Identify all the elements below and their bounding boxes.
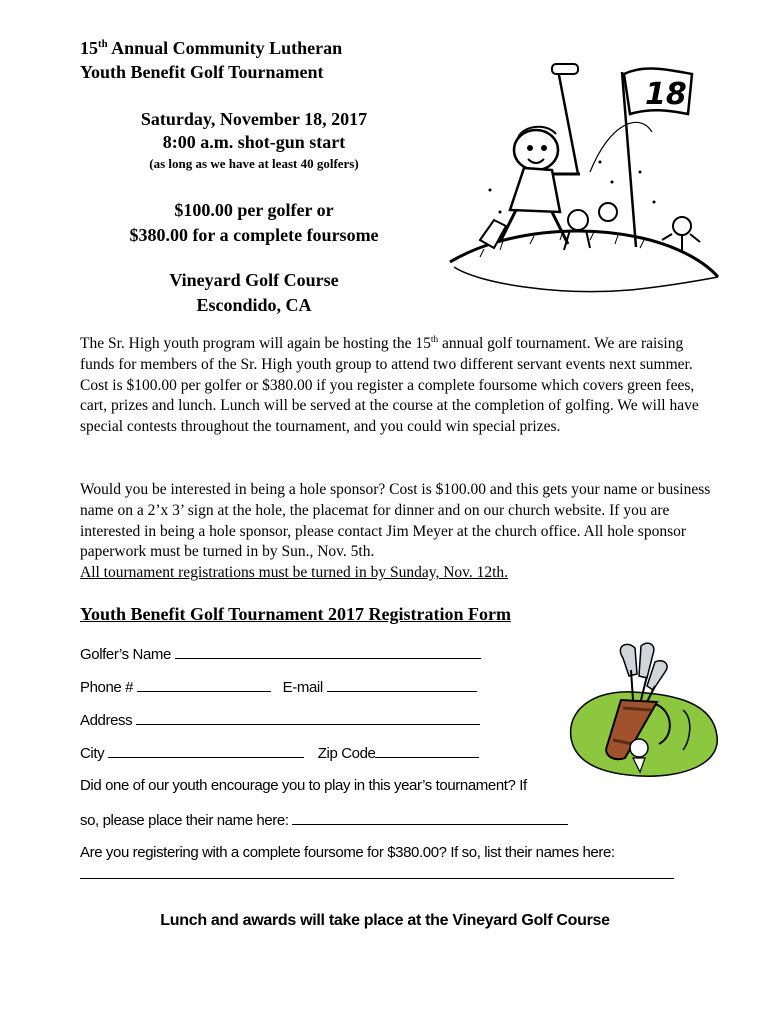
phone-label: Phone # (80, 679, 134, 696)
youth-question-line-2: so, please place their name here: (80, 812, 289, 829)
phone-email-row (80, 678, 477, 696)
address-row (80, 711, 480, 729)
golfer-name-row (80, 645, 481, 663)
email-field[interactable] (327, 678, 477, 692)
golfer-name-label: Golfer’s Name (80, 646, 171, 663)
email-label: E-mail (282, 679, 323, 696)
event-start-time: 8:00 a.m. shot-gun start (162, 132, 346, 152)
venue-city: Escondido, CA (196, 295, 312, 315)
event-condition: (as long as we have at least 40 golfers) (149, 156, 359, 171)
title-line-1: 15th Annual Community Lutheran (80, 38, 343, 58)
city-field[interactable] (108, 744, 304, 758)
youth-question-row (80, 811, 568, 829)
city-label: City (80, 745, 105, 762)
city-zip-row (80, 744, 479, 762)
zip-field[interactable] (375, 744, 479, 758)
price-per-golfer: $100.00 per golfer or (174, 200, 334, 220)
closing-note: Lunch and awards will take place at the Vineyard Golf Course (160, 912, 610, 929)
phone-field[interactable] (137, 678, 271, 692)
cartoon-golfer-illustration (440, 62, 720, 298)
event-details (40, 108, 468, 174)
youth-question-line-1: Did one of our youth encourage you to play in this year’s tournament? If (80, 777, 527, 794)
sponsor-paragraph (80, 480, 720, 584)
flag-number: 18 (645, 77, 687, 112)
pricing (40, 198, 468, 248)
youth-name-field[interactable] (292, 811, 568, 825)
price-foursome: $380.00 for a complete foursome (129, 225, 379, 245)
address-label: Address (80, 712, 133, 729)
event-date: Saturday, November 18, 2017 (140, 109, 368, 129)
registration-deadline: All tournament registrations must be turned in by Sunday, Nov. 12th. (80, 564, 509, 582)
sponsor-text: Would you be interested in being a hole sponsor? Cost is $100.00 and this gets your name or business name on a 2’x 3’ sign at the hole, the placemat for dinner and on our church website. If you are interested in being a hole sponsor, please contact Jim Meyer at the church office. All hole sponsor paperwork must be turned in by Sun., Nov. 5th. (80, 481, 711, 561)
venue-name: Vineyard Golf Course (169, 270, 339, 290)
foursome-question: Are you registering with a complete foursome for $380.00? If so, list their names here: (80, 844, 615, 861)
golfer-name-field[interactable] (175, 645, 481, 659)
address-field[interactable] (136, 711, 480, 725)
intro-paragraph: The Sr. High youth program will again be hosting the 15th annual golf tournament. We are raising funds for members of the Sr. High youth group to attend two different servant events next summer. Cost is $100.00 per golfer or $380.00 if you register a complete foursome which covers green fees, cart, prizes and lunch. Lunch will be served at the course at the completion of golfing. We will have special contests throughout the tournament, and you could win special prizes. (80, 334, 699, 436)
form-title: Youth Benefit Golf Tournament 2017 Registration Form (80, 604, 511, 624)
foursome-names-row (80, 865, 674, 883)
zip-label: Zip Code (317, 745, 376, 762)
document-title (80, 36, 342, 84)
venue (40, 268, 468, 318)
foursome-names-field[interactable] (80, 865, 674, 879)
golf-bag-illustration (563, 640, 723, 780)
title-line-2: Youth Benefit Golf Tournament (80, 62, 324, 82)
